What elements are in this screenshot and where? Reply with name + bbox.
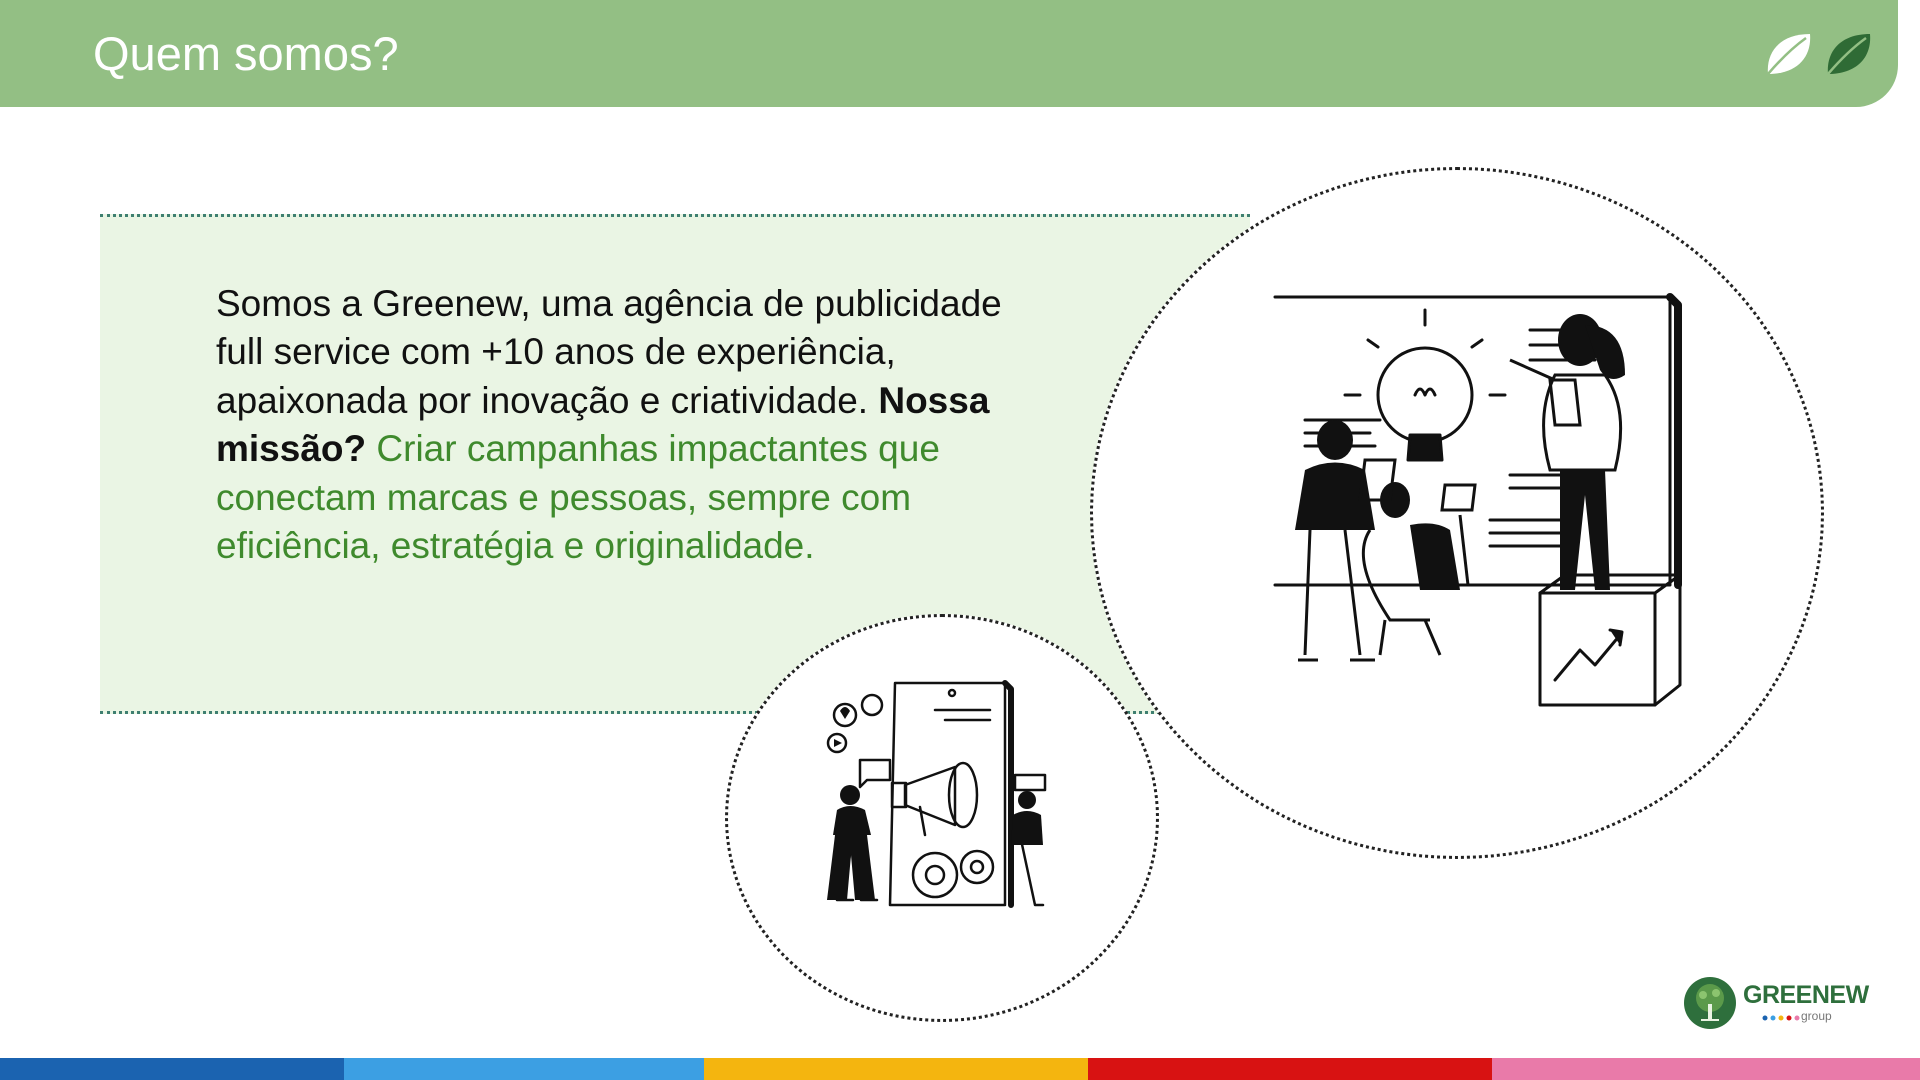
color-bar-segment-pink (1492, 1058, 1920, 1080)
logo-name: GREENEW (1743, 981, 1869, 1009)
page-title: Quem somos? (93, 27, 399, 80)
color-bar (0, 1058, 1920, 1080)
color-bar-segment-red (1088, 1058, 1492, 1080)
color-bar-segment-blue-dark (0, 1058, 344, 1080)
about-text (216, 280, 1016, 570)
leaf-light-icon (1762, 28, 1814, 80)
color-bar-segment-yellow (704, 1058, 1088, 1080)
greenew-logo (1683, 976, 1868, 1032)
tree-logo-icon (1683, 976, 1737, 1030)
leaf-dark-icon (1822, 28, 1874, 80)
team-innovation-illustration (1210, 285, 1710, 735)
marketing-megaphone-illustration (795, 675, 1095, 935)
mission-question: Nossa missão? (216, 379, 990, 470)
logo-subtitle: group (1801, 1009, 1832, 1023)
header-bar (0, 0, 1898, 107)
intro-text: Somos a Greenew, uma agência de publicidade full service com +10 anos de experiência, apaixonada por inovação e criatividade. (216, 283, 1002, 421)
color-bar-segment-blue-light (344, 1058, 704, 1080)
logo-color-dots (1761, 1014, 1801, 1022)
mission-text: Criar campanhas impactantes que conectam marcas e pessoas, sempre com eficiência, estratégia e originalidade. (216, 428, 940, 567)
